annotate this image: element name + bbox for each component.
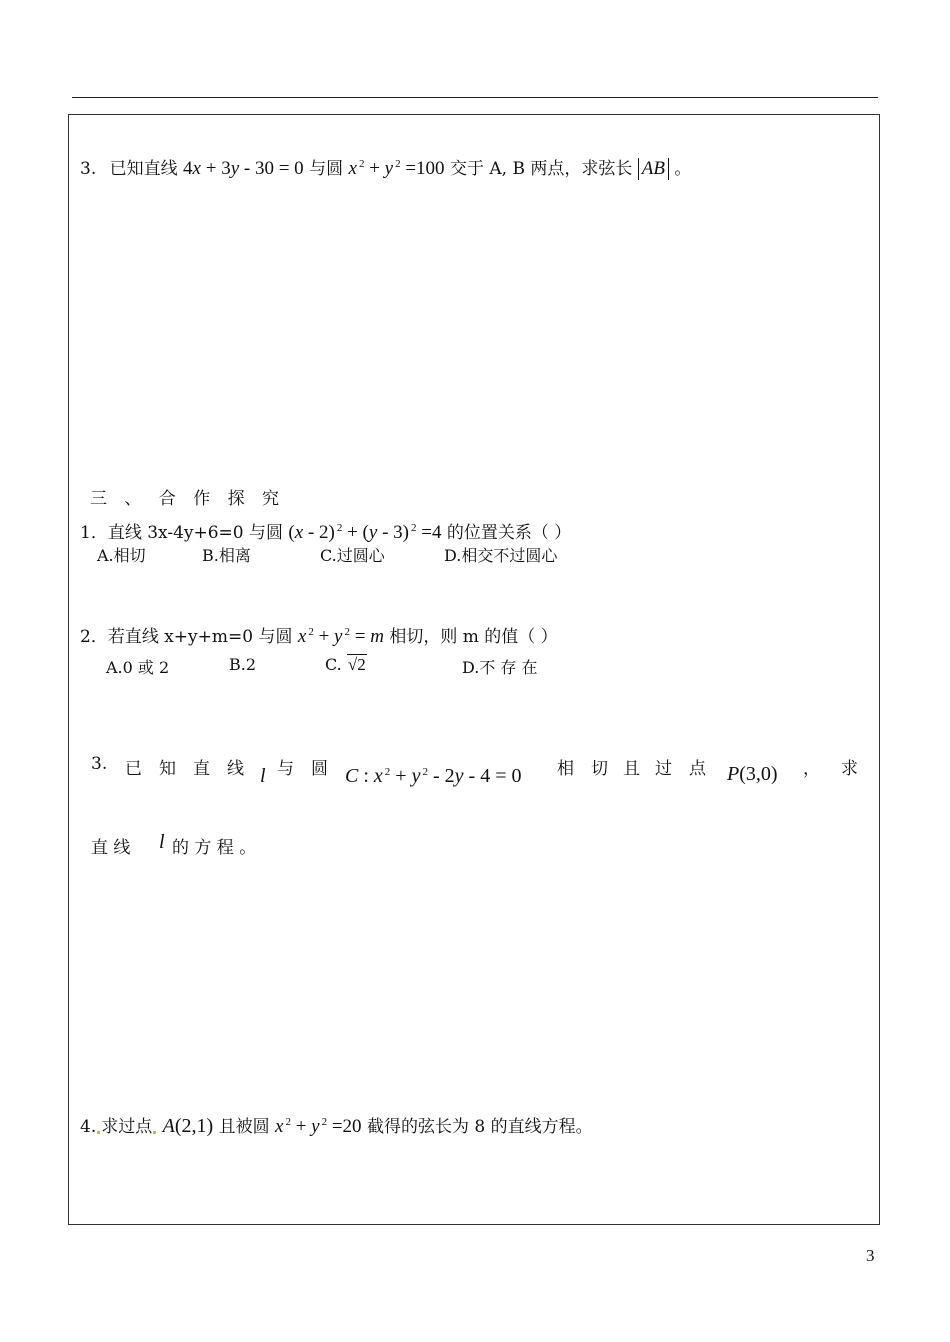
cq3-number: 3. [91, 754, 108, 774]
cq2-text-a: 2．若直线 x+y+m=0 与圆 [80, 627, 293, 647]
cq3-word-4: 线 [227, 759, 244, 779]
cq2-option-b: B.2 [229, 655, 257, 674]
cq3-line2-text-b: 的 方 程 。 [172, 838, 257, 858]
cq3-word-1: 已 [125, 759, 142, 779]
cq3-word-3: 直 [193, 759, 210, 779]
cq3-line2-var-l: l [159, 831, 165, 853]
q3-number: 3. [80, 159, 97, 179]
question-3-top [80, 154, 691, 180]
cq3-word-5: 与 [277, 759, 294, 779]
cq2-option-a: A.0 或 2 [106, 658, 170, 677]
cq3-word-10: 过 [655, 759, 672, 779]
cq3-circle-equation: C : x $^2$ + y $^2$ - 2y - 4 = 0 [345, 765, 522, 787]
cq1-option-d: D.相交不过圆心 [444, 546, 558, 565]
cq4-point: A(2,1) [162, 1115, 214, 1137]
section-heading: 三 、 合 作 探 究 [90, 489, 286, 509]
q3-text-2: 与圆 [309, 159, 344, 179]
cq4-text-c: 且被圆 [218, 1117, 270, 1137]
cq3-word-8: 切 [591, 759, 608, 779]
q3-line-equation: 4x + 3y - 30 = 0 [183, 158, 304, 179]
cq1-text-b: 的位置关系（ ） [446, 523, 572, 543]
cq2-option-c: C. √2 [325, 655, 366, 674]
q3-circle-equation: x $^2$ + y $^2$ =100 [348, 158, 445, 179]
q3-text-3: 交于 A, B 两点，求弦长 [449, 159, 633, 179]
cq3-line2-text-a: 直 线 [91, 838, 131, 858]
header-rule [72, 97, 878, 98]
cq3-word-12: 求 [841, 759, 858, 779]
cq3-var-l: l [260, 765, 266, 787]
q3-text-1: 已知直线 [109, 159, 178, 179]
coop-question-2 [80, 622, 558, 648]
sqrt-two: √2 [347, 655, 366, 674]
cq3-word-9: 且 [623, 759, 640, 779]
mark-dot [97, 1131, 100, 1134]
page-number: 3 [866, 1246, 875, 1265]
cq3-word-11: 点 [689, 759, 706, 779]
cq4-circle-equation: x $^2$ + y $^2$ =20 [275, 1116, 362, 1137]
q3-chord-length: AB [638, 158, 669, 180]
cq3-word-6: 圆 [311, 759, 328, 779]
cq2-circle-equation: x $^2$ + y $^2$ = m [297, 626, 384, 647]
mark-dot [153, 1131, 156, 1134]
cq4-text-d: 截得的弦长为 8 的直线方程。 [366, 1117, 593, 1137]
cq1-option-b: B.相离 [202, 546, 251, 565]
cq3-word-2: 知 [159, 759, 176, 779]
cq2-option-d: D.不 存 在 [462, 658, 538, 677]
cq1-circle-equation: (x - 2) $^2$ + (y - 3) $^2$ =4 [288, 522, 442, 543]
q3-text-4: 。 [674, 159, 692, 179]
cq2-text-b: 相切，则 m 的值（ ） [389, 627, 558, 647]
cq3-point: P(3,0) [727, 763, 778, 785]
cq1-option-a: A.相切 [97, 546, 146, 565]
cq3-word-7: 相 [557, 759, 574, 779]
cq1-text-a: 1．直线 3x-4y+6=0 与圆 [80, 523, 284, 543]
cq4-text-b: 求过点 [101, 1117, 153, 1137]
cq4-number: 4. [80, 1117, 97, 1137]
coop-question-1 [80, 518, 571, 544]
coop-question-4 [80, 1112, 593, 1138]
cq1-option-c: C.过圆心 [320, 546, 385, 565]
cq3-comma: ， [803, 759, 820, 779]
